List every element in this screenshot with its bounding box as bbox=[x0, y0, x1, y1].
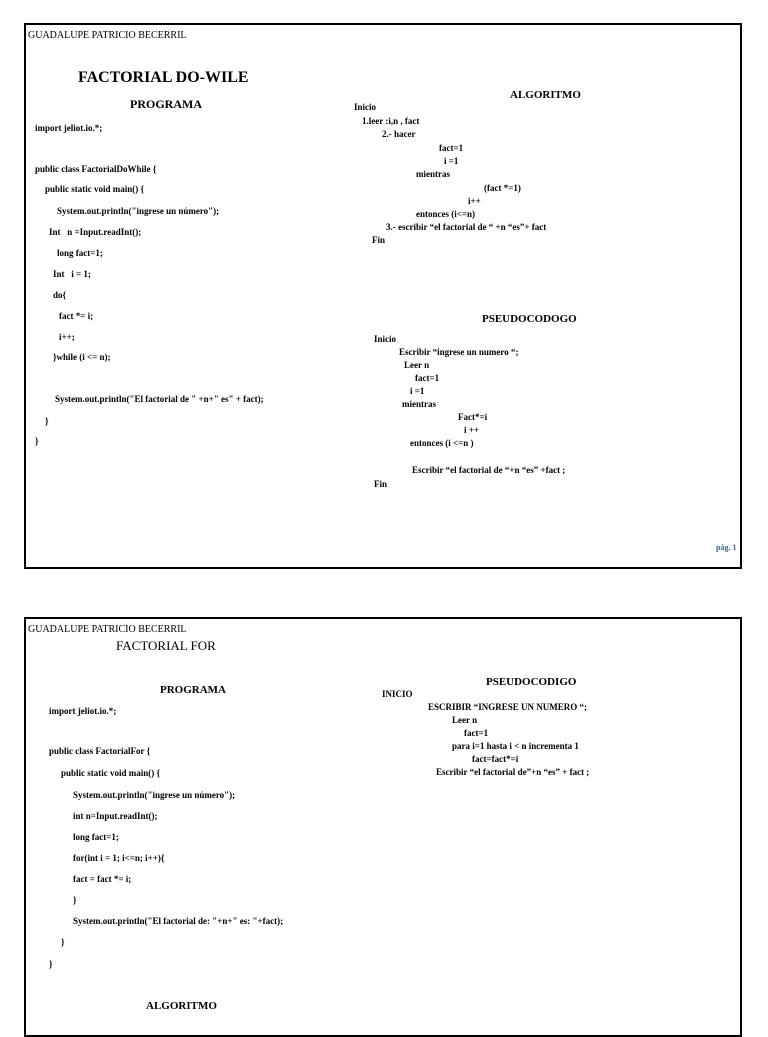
code-line: import jeliot.io.*; bbox=[49, 706, 117, 716]
algorithm-line: entonces (i<=n) bbox=[416, 209, 476, 219]
document-page-2 bbox=[24, 617, 742, 1037]
pseudocode-line: mientras bbox=[402, 399, 436, 409]
code-line: fact = fact *= i; bbox=[73, 874, 132, 884]
code-line: import jeliot.io.*; bbox=[35, 123, 103, 133]
pseudocode-line: Escribir “el factorial de”+n “es” + fact ; bbox=[436, 767, 590, 777]
pseudocode-line: ESCRIBIR “INGRESE UN NUMERO “; bbox=[428, 702, 588, 712]
author-name: GUADALUPE PATRICIO BECERRIL bbox=[28, 30, 187, 41]
pseudocode-line: para i=1 hasta i < n incrementa 1 bbox=[452, 741, 579, 751]
algorithm-line: mientras bbox=[416, 169, 450, 179]
pseudocode-line: INICIO bbox=[382, 689, 413, 699]
code-line: } bbox=[35, 436, 39, 446]
code-line: } bbox=[73, 895, 77, 905]
code-line: System.out.println("El factorial de: "+n+" es: "+fact); bbox=[73, 916, 284, 926]
code-line: public class FactorialFor { bbox=[49, 746, 151, 756]
pseudocode-heading: PSEUDOCODIGO bbox=[486, 676, 577, 688]
algorithm-line: 3.- escribir “el factorial de “ +n “es”+ fact bbox=[386, 222, 547, 232]
algorithm-heading: ALGORITMO bbox=[146, 1000, 217, 1012]
pseudocode-line: i ++ bbox=[464, 425, 480, 435]
code-line: } bbox=[45, 416, 49, 426]
code-line: i++; bbox=[59, 332, 75, 342]
pseudocode-line: entonces (i <=n ) bbox=[410, 438, 474, 448]
code-line: public class FactorialDoWhile { bbox=[35, 164, 157, 174]
algorithm-heading: ALGORITMO bbox=[510, 89, 581, 101]
code-line: System.out.println("El factorial de " +n+" es" + fact); bbox=[55, 394, 264, 404]
algorithm-line: i++ bbox=[468, 196, 481, 206]
pseudocode-line: i =1 bbox=[410, 386, 425, 396]
code-line: } bbox=[61, 937, 65, 947]
code-line: int n=Input.readInt(); bbox=[73, 811, 158, 821]
program-heading: PROGRAMA bbox=[160, 684, 226, 696]
code-line: for(int i = 1; i<=n; i++){ bbox=[73, 853, 165, 863]
page-title: FACTORIAL DO-WILE bbox=[78, 69, 249, 86]
pseudocode-line: Fin bbox=[374, 479, 388, 489]
code-line: fact *= i; bbox=[59, 311, 94, 321]
code-line: do{ bbox=[53, 290, 67, 300]
pseudocode-line: Fact*=i bbox=[458, 412, 488, 422]
code-line: System.out.println("ingrese un número"); bbox=[57, 206, 220, 216]
algorithm-line: i =1 bbox=[444, 156, 459, 166]
author-name: GUADALUPE PATRICIO BECERRIL bbox=[28, 624, 187, 635]
program-heading: PROGRAMA bbox=[130, 97, 202, 111]
algorithm-line: fact=1 bbox=[439, 143, 464, 153]
pseudocode-line: Leer n bbox=[452, 715, 478, 725]
algorithm-line: (fact *=1) bbox=[484, 183, 521, 193]
algorithm-line: 1.leer :i,n , fact bbox=[362, 116, 420, 126]
algorithm-line: Inicio bbox=[354, 102, 377, 112]
code-line: public static void main() { bbox=[61, 768, 161, 778]
code-line: System.out.println("ingrese un número"); bbox=[73, 790, 236, 800]
code-line: long fact=1; bbox=[57, 248, 103, 258]
page-title: FACTORIAL FOR bbox=[116, 638, 216, 653]
pseudocode-line: Escribir “ingrese un numero “; bbox=[399, 347, 519, 357]
code-line: }while (i <= n); bbox=[53, 352, 111, 362]
pseudocode-line: fact=1 bbox=[415, 373, 440, 383]
pseudocode-line: fact=1 bbox=[464, 728, 489, 738]
pseudocode-line: Leer n bbox=[404, 360, 430, 370]
pseudocode-line: fact=fact*=i bbox=[472, 754, 519, 764]
pseudocode-line: Escribir “el factorial de “+n “es” +fact ; bbox=[412, 465, 566, 475]
document-page-1 bbox=[24, 23, 742, 569]
page-number: pág. 1 bbox=[716, 543, 737, 552]
algorithm-line: 2.- hacer bbox=[382, 129, 416, 139]
code-line: Int i = 1; bbox=[53, 269, 91, 279]
code-line: Int n =Input.readInt(); bbox=[49, 227, 142, 237]
code-line: public static void main() { bbox=[45, 184, 145, 194]
pseudocode-heading: PSEUDOCODOGO bbox=[482, 313, 577, 325]
code-line: } bbox=[49, 959, 53, 969]
pseudocode-line: Inicio bbox=[374, 334, 397, 344]
code-line: long fact=1; bbox=[73, 832, 119, 842]
algorithm-line: Fin bbox=[372, 235, 386, 245]
